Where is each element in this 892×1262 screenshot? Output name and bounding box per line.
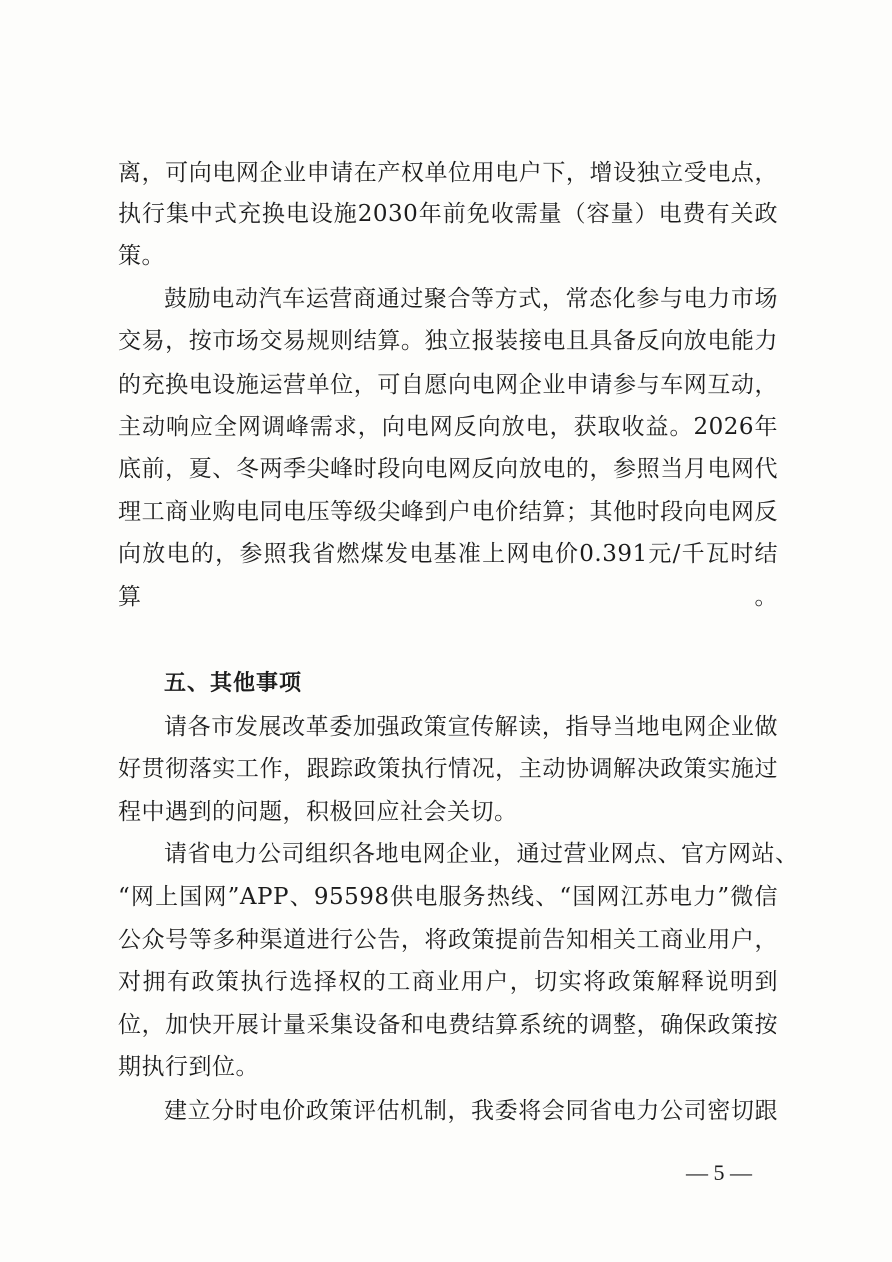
body-text-line: 算。: [118, 584, 778, 610]
body-text-line: 好贯彻落实工作，跟踪政策执行情况，主动协调解决政策实施过: [118, 756, 778, 782]
body-text-line: “网上国网”APP、95598供电服务热线、“国网江苏电力”微信: [118, 884, 778, 910]
body-text-line: 离，可向电网企业申请在产权单位用电户下，增设独立受电点，: [118, 160, 778, 186]
body-text-line: 公众号等多种渠道进行公告，将政策提前告知相关工商业用户，: [118, 927, 778, 953]
section-heading: 五、其他事项: [164, 671, 303, 696]
body-text-line: 交易，按市场交易规则结算。独立报装接电且具备反向放电能力: [118, 328, 778, 354]
body-text-line: 程中遇到的问题，积极回应社会关切。: [118, 799, 518, 825]
body-text-line: 理工商业购电同电压等级尖峰到户电价结算；其他时段向电网反: [118, 499, 778, 525]
body-text-line: 策。: [118, 243, 165, 269]
body-text-line: 位，加快开展计量采集设备和电费结算系统的调整，确保政策按: [118, 1012, 778, 1038]
body-text-line: 请各市发展改革委加强政策宣传解读，指导当地电网企业做: [164, 714, 778, 740]
body-text-line: 鼓励电动汽车运营商通过聚合等方式，常态化参与电力市场: [164, 286, 778, 312]
body-text-line: 向放电的，参照我省燃煤发电基准上网电价0.391元/千瓦时结: [118, 541, 778, 567]
body-text-line: 对拥有政策执行选择权的工商业用户，切实将政策解释说明到: [118, 969, 778, 995]
body-text-line: [118, 625, 778, 655]
body-text-line: 建立分时电价政策评估机制，我委将会同省电力公司密切跟: [164, 1098, 778, 1124]
page-number: — 5 —: [686, 1160, 752, 1185]
body-text-line: 底前，夏、冬两季尖峰时段向电网反向放电的，参照当月电网代: [118, 456, 778, 482]
body-text-line: 请省电力公司组织各地电网企业，通过营业网点、官方网站、: [164, 841, 799, 867]
body-text-line: 主动响应全网调峰需求，向电网反向放电，获取收益。2026年: [118, 414, 778, 440]
body-text-line: 期执行到位。: [118, 1054, 259, 1080]
body-text-line: 执行集中式充换电设施2030年前免收需量（容量）电费有关政: [118, 201, 778, 227]
body-text-line: 的充换电设施运营单位，可自愿向电网企业申请参与车网互动，: [118, 372, 778, 398]
